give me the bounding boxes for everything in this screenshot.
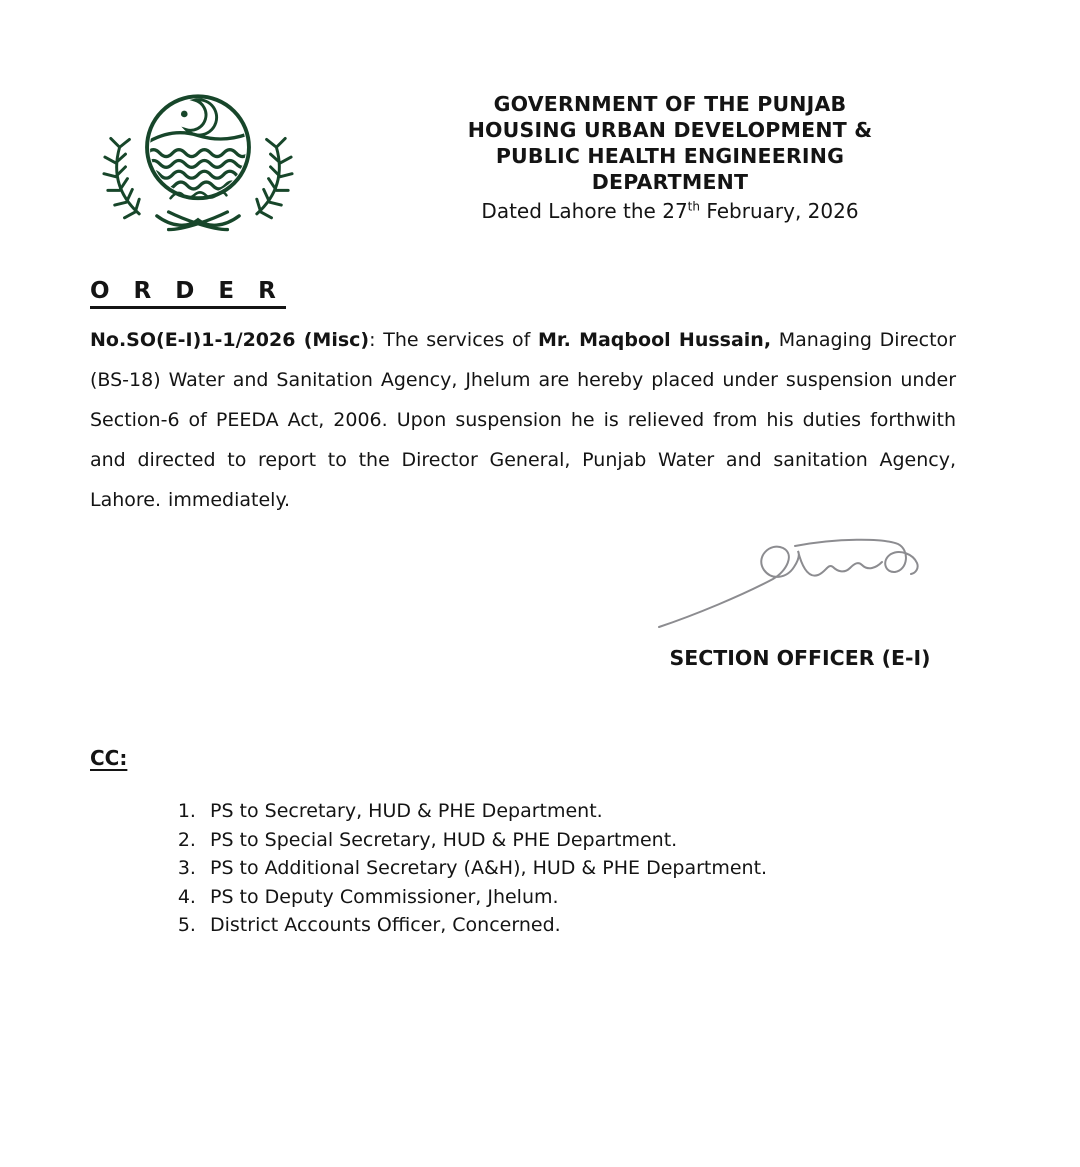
cc-list-item: 4. PS to Deputy Commissioner, Jhelum.: [202, 883, 767, 912]
ribbon-base: [157, 212, 239, 230]
cc-list-item: 2. PS to Special Secretary, HUD & PHE Department.: [202, 826, 767, 855]
order-body-paragraph: [90, 320, 956, 520]
cc-list-item: 3. PS to Additional Secretary (A&H), HUD & PHE Department.: [202, 854, 767, 883]
order-heading: O R D E R: [90, 278, 286, 309]
cc-list: [178, 797, 767, 940]
date-ordinal-superscript: th: [687, 199, 700, 214]
org-name-line: HOUSING URBAN DEVELOPMENT &: [467, 118, 873, 142]
body-text: : The services of: [369, 329, 538, 351]
cc-list-item: 5. District Accounts Officer, Concerned.: [202, 911, 767, 940]
date-text: February, 2026: [699, 199, 859, 223]
reference-number: No.SO(E-I)1-1/2026 (Misc): [90, 329, 370, 351]
body-text: Managing Director (BS-18) Water and Sanitation Agency, Jhelum are hereby placed under suspension under Section-6 of PEEDA Act, 2006. Upon suspension he is relieved from his duties forthwith and directed to report to the Director General, Punjab Water and sanitation Agency, Lahore. immediately.: [90, 329, 956, 511]
date-text: Dated Lahore the 27: [481, 199, 688, 223]
punjab-government-emblem-icon: [100, 84, 296, 236]
cc-label: CC:: [90, 746, 128, 770]
officer-name: Mr. Maqbool Hussain,: [538, 329, 772, 351]
org-name-line: DEPARTMENT: [591, 170, 749, 194]
signatory-title: SECTION OFFICER (E-I): [669, 646, 931, 670]
date-line: [420, 198, 920, 224]
signature-scribble: [645, 527, 935, 635]
org-name-line: GOVERNMENT OF THE PUNJAB: [493, 92, 847, 116]
wheat-wreath-left: [104, 138, 139, 217]
letterhead: [420, 91, 920, 224]
org-name-line: PUBLIC HEALTH ENGINEERING: [495, 144, 845, 168]
wheat-wreath-right: [257, 138, 292, 217]
cc-list-item: 1. PS to Secretary, HUD & PHE Department.: [202, 797, 767, 826]
